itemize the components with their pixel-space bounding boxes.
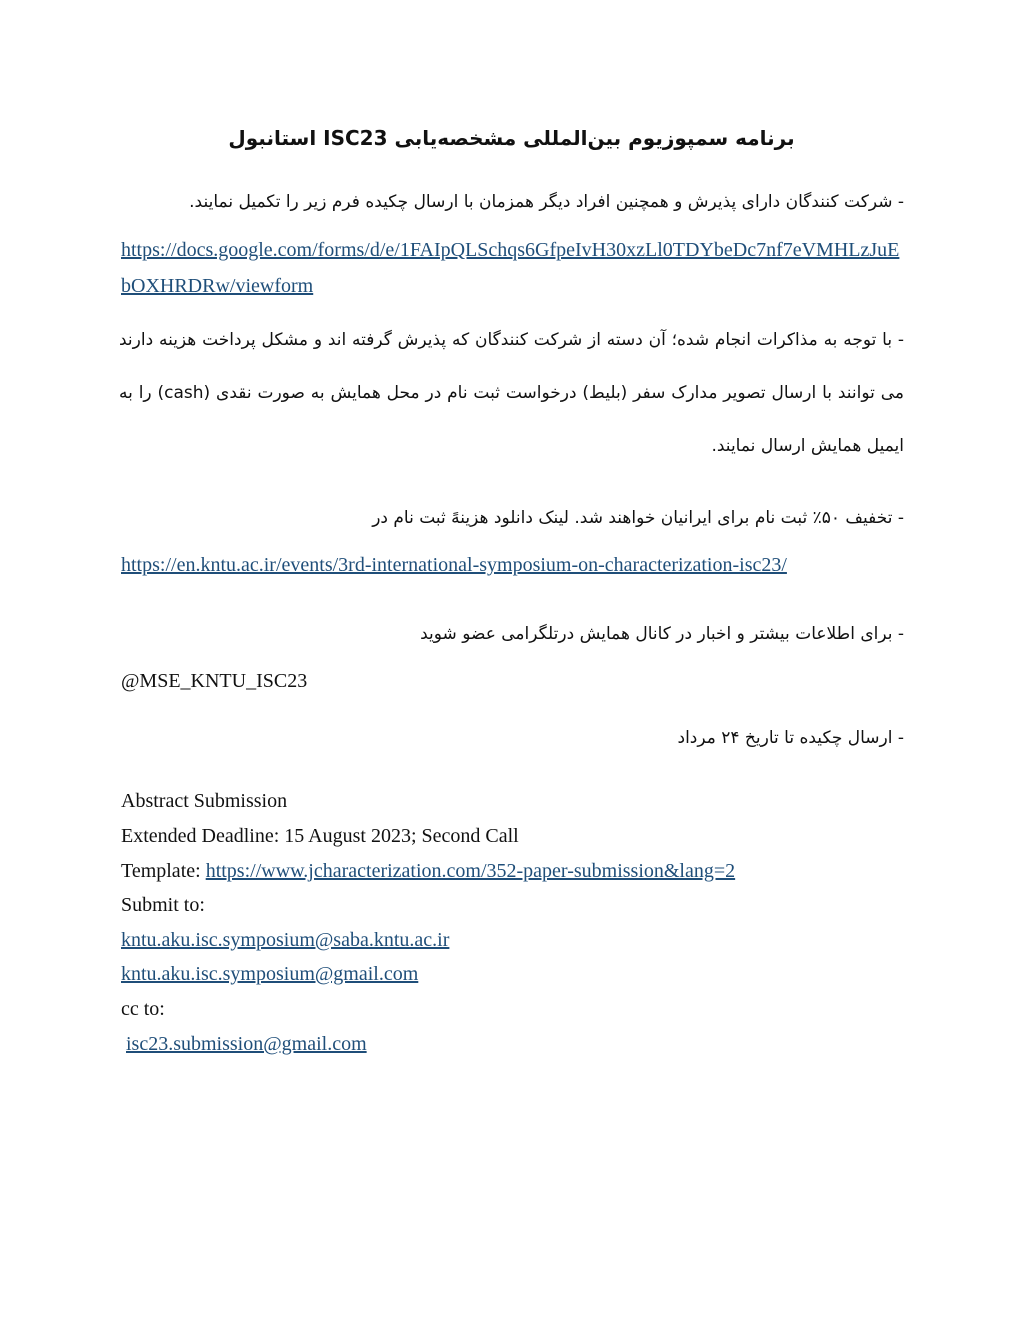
google-form-link-line [121, 232, 906, 304]
submit-to-label: Submit to: [121, 894, 205, 916]
paragraph-telegram: - برای اطلاعات بیشتر و اخبار در کانال همایش درتلگرامی عضو شوید [420, 624, 904, 644]
cc-to-label: cc to: [121, 998, 165, 1020]
email-line-1 [121, 927, 449, 953]
paragraph-registration-form: - شرکت کنندگان دارای پذیرش و همچنین افراد دیگر همزمان با ارسال چکیده فرم زیر را تکمیل نمایند. [189, 192, 904, 212]
event-link-line [121, 552, 787, 578]
cc-email-link[interactable]: isc23.submission@gmail.com [126, 1033, 367, 1055]
page-title: برنامه سمپوزیوم بین‌المللی مشخصه‌یابی ISC23 استانبول [228, 126, 795, 150]
email-gmail-link[interactable]: kntu.aku.isc.symposium@gmail.com [121, 963, 419, 985]
template-link[interactable]: https://www.jcharacterization.com/352-paper-submission&lang=2 [205, 860, 736, 882]
email-line-2 [121, 961, 418, 987]
event-link[interactable]: https://en.kntu.ac.ir/events/3rd-international-symposium-on-characterization-isc23/ [121, 554, 787, 576]
paragraph-payment-cash: - با توجه به مذاکرات انجام شده؛ آن دسته از شرکت کنندگان که پذیرش گرفته اند و مشکل پرداخت هزینه دارند می توانند با ارسال تصویر مدارک سفر (بلیط) درخواست ثبت نام در محل همایش به صورت نقدی (cash) را به ایمیل همایش ارسال نمایند. [119, 330, 905, 456]
email-saba-link[interactable]: kntu.aku.isc.symposium@saba.kntu.ac.ir [121, 929, 450, 951]
telegram-handle: @MSE_KNTU_ISC23 [121, 670, 308, 692]
paragraph-discount: - تخفیف ۵۰٪ ثبت نام برای ایرانیان خواهند شد. لینک دانلود هزینهً ثبت نام در [372, 508, 904, 528]
abstract-submission-heading: Abstract Submission [121, 790, 288, 812]
cc-email-line [126, 1031, 367, 1057]
extended-deadline: Extended Deadline: 15 August 2023; Second Call [121, 825, 519, 847]
template-label: Template: [121, 860, 206, 882]
google-form-link[interactable]: https://docs.google.com/forms/d/e/1FAIpQLSchqs6GfpeIvH30xzLl0TDYbeDc7nf7eVMHLzJuEbOXHRDRw/viewform [121, 239, 900, 297]
template-line [121, 858, 735, 884]
paragraph-abstract-deadline: - ارسال چکیده تا تاریخ ۲۴ مرداد [677, 728, 904, 748]
